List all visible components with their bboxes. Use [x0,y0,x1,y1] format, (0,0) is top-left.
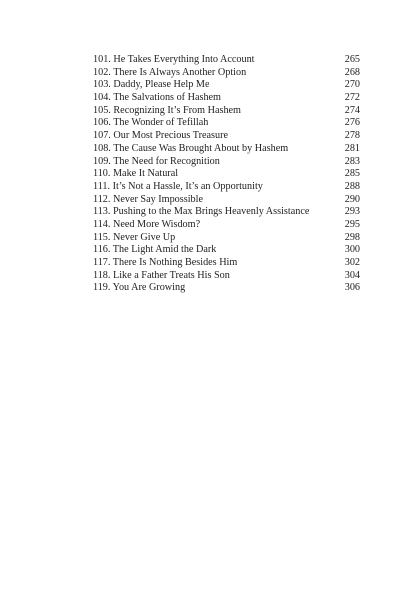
toc-entry [93,117,360,130]
toc-entry-page: 306 [344,282,360,294]
toc-entry-page: 285 [344,168,360,180]
toc-entry-page: 304 [344,269,360,281]
toc-entry-title: 110. Make It Natural [93,168,179,180]
toc-entry-title: 101. He Takes Everything Into Account [93,54,255,65]
toc-entry [93,194,360,207]
toc-entry-page: 276 [344,117,360,129]
toc-entry-page: 274 [344,104,360,116]
toc-entry-title: 119. You Are Growing [93,282,186,294]
toc-entry-page: 270 [344,79,360,91]
toc-entry-title: 114. Need More Wisdom? [93,218,201,230]
toc-entry [93,257,360,270]
toc-entry [93,54,360,67]
toc-entry-page: 293 [344,206,360,218]
toc-entry [93,143,360,156]
toc-entry [93,156,360,169]
toc-entry-title: 113. Pushing to the Max Brings Heavenly Assistance [93,206,310,218]
toc-entry-page: 300 [344,244,360,256]
toc-entry-page: 290 [344,193,360,205]
toc-entry-page: 272 [344,92,360,104]
toc-entry [93,168,360,181]
toc-entry-page: 298 [344,231,360,243]
toc-entry [93,244,360,257]
toc-entry-title: 112. Never Say Impossible [93,193,203,205]
toc-entry [93,67,360,80]
toc-entry-title: 117. There Is Nothing Besides Him [93,257,238,268]
toc-entry-title: 107. Our Most Precious Treasure [93,130,228,142]
toc-entry [93,130,360,143]
toc-entry-page: 278 [344,130,360,142]
toc-entry-title: 118. Like a Father Treats His Son [93,269,230,281]
table-of-contents [93,54,360,295]
toc-entry [93,79,360,92]
toc-entry-page: 268 [344,66,360,78]
toc-entry-title: 116. The Light Amid the Dark [93,244,217,256]
toc-entry-title: 105. Recognizing It’s From Hashem [93,104,241,116]
toc-entry [93,282,360,295]
toc-entry-title: 106. The Wonder of Tefillah [93,117,209,129]
toc-entry-title: 104. The Salvations of Hashem [93,92,221,104]
toc-entry-title: 103. Daddy, Please Help Me [93,79,210,91]
toc-entry-title: 109. The Need for Recognition [93,155,220,167]
toc-entry [93,92,360,105]
toc-entry-page: 265 [344,54,360,65]
toc-entry-title: 111. It’s Not a Hassle, It’s an Opportunity [93,180,263,192]
toc-entry-title: 108. The Cause Was Brought About by Hashem [93,142,289,154]
toc-entry-page: 283 [344,155,360,167]
toc-entry [93,206,360,219]
toc-entry [93,270,360,283]
toc-entry-title: 115. Never Give Up [93,231,176,243]
toc-entry-page: 288 [344,180,360,192]
toc-entry [93,105,360,118]
toc-entry-title: 102. There Is Always Another Option [93,66,247,78]
toc-entry-page: 295 [344,218,360,230]
toc-entry-page: 281 [344,142,360,154]
toc-entry-page: 302 [344,257,360,268]
toc-entry [93,181,360,194]
toc-entry [93,219,360,232]
toc-entry [93,232,360,245]
